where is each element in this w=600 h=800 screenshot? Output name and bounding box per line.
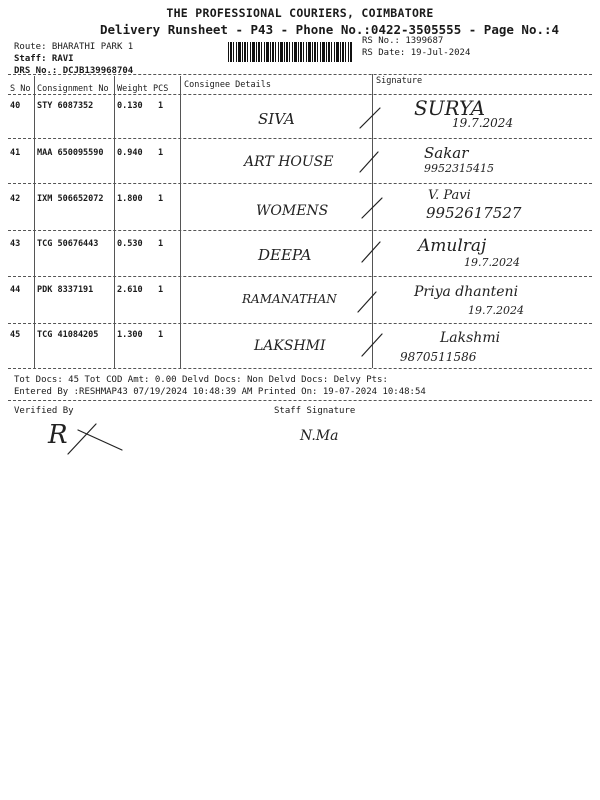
- row-consignment: STY 6087352: [37, 101, 94, 111]
- entered-line: Entered By :RESHMAP43 07/19/2024 10:48:39 AM Printed On: 19-07-2024 10:48:54: [14, 387, 426, 397]
- row-consignment: TCG 50676443: [37, 239, 99, 249]
- consignee-name: SIVA: [258, 110, 295, 128]
- signature-note: 19.7.2024: [464, 256, 520, 269]
- header-signature: Signature: [376, 76, 423, 86]
- route-label: Route: BHARATHI PARK 1: [14, 42, 134, 52]
- signature-name: V. Pavi: [428, 188, 471, 203]
- tick-mark: [362, 198, 382, 218]
- row-sno: 40: [10, 101, 21, 111]
- signature-name: Lakshmi: [440, 330, 501, 346]
- row-pcs: 1: [158, 285, 164, 295]
- signature-name: Amulraj: [418, 236, 487, 256]
- signature-note: 19.7.2024: [468, 304, 524, 317]
- row-pcs: 1: [158, 101, 164, 111]
- row-sno: 45: [10, 330, 21, 340]
- signature-name: Sakar: [424, 144, 469, 162]
- row-pcs: 1: [158, 194, 164, 204]
- row-pcs: 1: [158, 239, 164, 249]
- runsheet-title: Delivery Runsheet - P43 - Phone No.:0422-3505555 - Page No.:4: [100, 22, 560, 37]
- row-consignment: MAA 650095590: [37, 148, 104, 158]
- totals-line: Tot Docs: 45 Tot COD Amt: 0.00 Delvd Docs: Non Delvd Docs: Delvy Pts:: [14, 375, 388, 385]
- tick-mark: [362, 334, 382, 356]
- row-weight: 0.530: [117, 239, 143, 249]
- header-weight: Weight: [117, 84, 148, 94]
- row-weight: 1.300: [117, 330, 143, 340]
- consignee-name: LAKSHMI: [254, 338, 326, 354]
- header-consignment: Consignment No: [37, 84, 109, 94]
- staff-signature-label: Staff Signature: [274, 406, 356, 416]
- footer-divider: [8, 400, 592, 401]
- consignee-name: DEEPA: [258, 246, 312, 264]
- rs-date: RS Date: 19-Jul-2024: [362, 48, 471, 58]
- consignee-name: ART HOUSE: [244, 154, 334, 170]
- tick-mark: [362, 242, 380, 262]
- staff-signature: N.Ma: [300, 428, 339, 444]
- header-consignee: Consignee Details: [184, 80, 271, 90]
- signature-name: SURYA: [414, 96, 486, 120]
- signature-note: 9870511586: [400, 350, 477, 364]
- row-sno: 43: [10, 239, 21, 249]
- row-pcs: 1: [158, 330, 164, 340]
- row-weight: 0.130: [117, 101, 143, 111]
- header-pcs: PCS: [153, 84, 169, 94]
- drs-number: DRS No.: DCJB139968704: [14, 66, 134, 76]
- row-sno: 42: [10, 194, 21, 204]
- verified-signature: R: [48, 420, 68, 450]
- row-sno: 41: [10, 148, 21, 158]
- verified-by-label: Verified By: [14, 406, 74, 416]
- row-consignment: PDK 8337191: [37, 285, 94, 295]
- row-weight: 1.800: [117, 194, 143, 204]
- row-pcs: 1: [158, 148, 164, 158]
- staff-label: Staff: RAVI: [14, 54, 74, 64]
- company-title: THE PROFESSIONAL COURIERS, COIMBATORE: [166, 6, 434, 20]
- row-weight: 0.940: [117, 148, 143, 158]
- verified-signature-stroke: [60, 416, 130, 460]
- tick-mark: [360, 152, 378, 172]
- row-weight: 2.610: [117, 285, 143, 295]
- header-sno: S No: [10, 84, 31, 94]
- signature-note: 9952315415: [424, 162, 494, 175]
- row-consignment: TCG 41084205: [37, 330, 99, 340]
- row-sno: 44: [10, 285, 21, 295]
- tick-mark: [360, 108, 380, 128]
- rs-number: RS No.: 1399687: [362, 36, 444, 46]
- tick-mark: [358, 292, 376, 312]
- signature-name: Priya dhanteni: [414, 284, 519, 300]
- consignee-name: RAMANATHAN: [242, 292, 337, 306]
- row-consignment: IXM 506652072: [37, 194, 104, 204]
- consignee-name: WOMENS: [256, 203, 329, 219]
- signature-note: 9952617527: [426, 204, 522, 222]
- signature-note: 19.7.2024: [452, 116, 514, 130]
